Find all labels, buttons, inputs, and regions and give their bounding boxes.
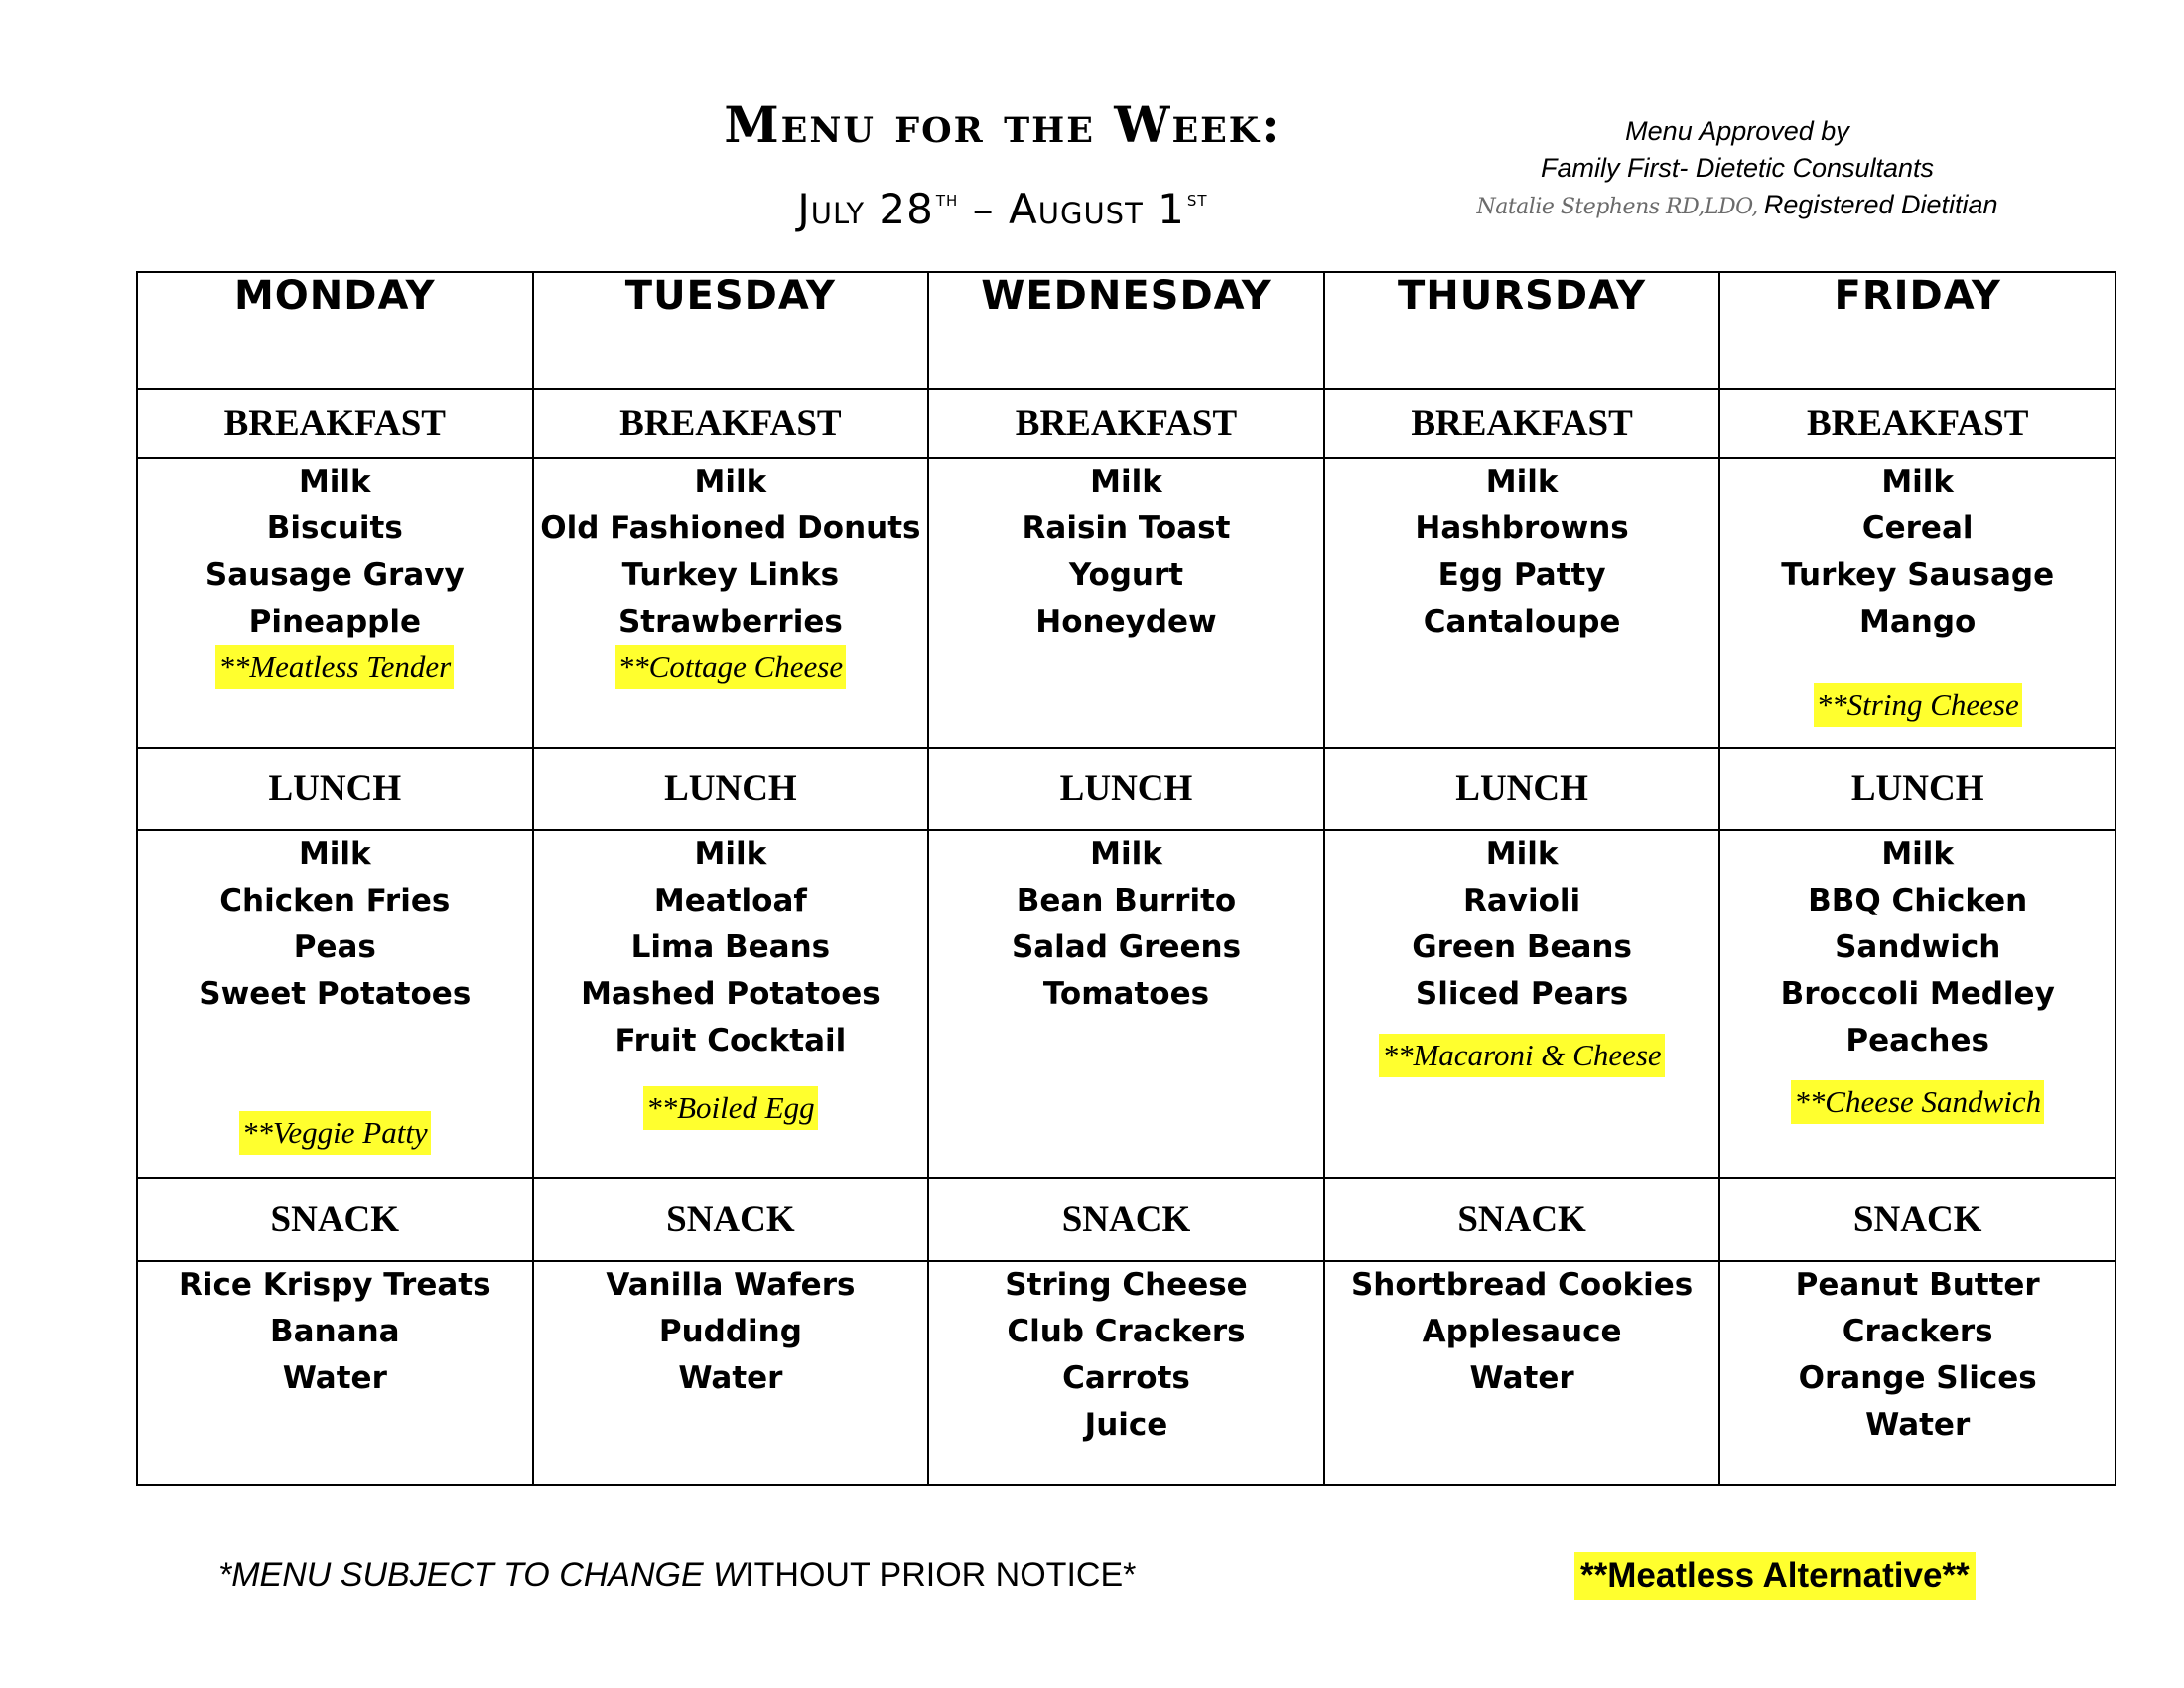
meal-header xyxy=(928,389,1324,458)
menu-item: Meatloaf xyxy=(653,883,807,918)
day-header-row xyxy=(137,272,2116,389)
meatless-alternative: **Veggie Patty xyxy=(239,1111,431,1155)
menu-item: Vanilla Wafers xyxy=(606,1267,856,1303)
end-date: August 1 xyxy=(1009,185,1185,233)
start-date: July 28 xyxy=(797,185,934,233)
approval-line-2: Family First- Dietetic Consultants xyxy=(1540,153,1935,183)
meal-label: BREAKFAST xyxy=(1411,403,1633,444)
menu-item: Milk xyxy=(1090,836,1162,872)
menu-item: Mango xyxy=(1859,604,1977,639)
meal-header xyxy=(1324,748,1720,830)
meal-header xyxy=(533,748,929,830)
day-header xyxy=(137,272,533,389)
menu-cell xyxy=(928,458,1324,748)
approval-line-1: Menu Approved by xyxy=(1625,116,1849,146)
menu-item: BBQ Chicken Sandwich xyxy=(1808,883,2028,965)
meal-label: SNACK xyxy=(270,1198,400,1240)
menu-item: Lima Beans xyxy=(630,929,831,965)
meal-label: LUNCH xyxy=(664,769,797,809)
meal-label: BREAKFAST xyxy=(1015,403,1238,444)
alternative-wrapper xyxy=(138,645,532,689)
meatless-legend: **Meatless Alternative** xyxy=(1574,1552,1976,1600)
menu-cell xyxy=(1324,1261,1720,1485)
menu-cell xyxy=(533,830,929,1178)
lunch-header-row xyxy=(137,748,2116,830)
menu-cell xyxy=(533,458,929,748)
menu-item: Cereal xyxy=(1861,510,1974,546)
week-dates xyxy=(556,185,1449,233)
menu-cell xyxy=(1719,830,2116,1178)
day-label: TUESDAY xyxy=(624,273,836,319)
alternative-wrapper xyxy=(1325,1034,1719,1077)
day-header xyxy=(928,272,1324,389)
menu-item: Shortbread Cookies xyxy=(1350,1267,1694,1303)
menu-item: Milk xyxy=(1881,464,1955,499)
meal-header xyxy=(137,748,533,830)
menu-item: Milk xyxy=(1090,464,1162,499)
menu-item: Sliced Pears xyxy=(1415,976,1629,1012)
menu-item: Pudding xyxy=(658,1314,802,1349)
meatless-alternative: **Meatless Tender xyxy=(215,645,454,689)
menu-cell xyxy=(1719,1261,2116,1485)
menu-item: Honeydew xyxy=(1035,604,1217,639)
menu-item: Turkey Links xyxy=(621,557,840,593)
menu-item: Chicken Fries xyxy=(219,883,451,918)
page-title: Menu for the Week: xyxy=(724,95,1282,154)
disclaimer-rest: ITHOUT PRIOR NOTICE* xyxy=(745,1556,1137,1594)
alternative-wrapper xyxy=(1720,1080,2115,1124)
menu-item: Milk xyxy=(1485,464,1559,499)
menu-cell xyxy=(1324,458,1720,748)
breakfast-items-row xyxy=(137,458,2116,748)
lunch-items-row xyxy=(137,830,2116,1178)
approval-line-3 xyxy=(1449,187,2025,225)
menu-item: Bean Burrito xyxy=(1016,883,1237,918)
menu-item: Milk xyxy=(1881,836,1955,872)
menu-item: Strawberries xyxy=(617,604,843,639)
menu-item: Sausage Gravy xyxy=(205,557,465,593)
menu-item: Cantaloupe xyxy=(1423,604,1621,639)
end-date-suffix: st xyxy=(1186,187,1208,211)
menu-item: Fruit Cocktail xyxy=(614,1023,847,1058)
menu-item: Juice xyxy=(1084,1407,1168,1443)
menu-item: String Cheese xyxy=(1005,1267,1248,1303)
menu-item: Milk xyxy=(694,836,767,872)
menu-item: Ravioli xyxy=(1462,883,1581,918)
day-label: FRIDAY xyxy=(1834,273,2001,319)
menu-item: Crackers xyxy=(1842,1314,1993,1349)
menu-item: Salad Greens xyxy=(1011,929,1242,965)
approval-block xyxy=(1449,113,2025,225)
meal-label: LUNCH xyxy=(1455,769,1588,809)
menu-item: Raisin Toast xyxy=(1022,510,1231,546)
date-separator: – xyxy=(958,185,1010,233)
menu-item: Tomatoes xyxy=(1042,976,1210,1012)
menu-cell xyxy=(1324,830,1720,1178)
change-disclaimer xyxy=(218,1556,1136,1595)
menu-item: Egg Patty xyxy=(1437,557,1606,593)
menu-item: Water xyxy=(1469,1360,1574,1396)
snack-items-row xyxy=(137,1261,2116,1485)
meatless-alternative: **String Cheese xyxy=(1814,683,2022,727)
menu-item: Water xyxy=(678,1360,783,1396)
menu-item: Peanut Butter xyxy=(1795,1267,2040,1303)
meal-label: SNACK xyxy=(1457,1198,1586,1240)
meatless-alternative: **Macaroni & Cheese xyxy=(1379,1034,1664,1077)
meatless-alternative: **Cheese Sandwich xyxy=(1791,1080,2044,1124)
menu-item: Banana xyxy=(270,1314,400,1349)
menu-item: Orange Slices xyxy=(1798,1360,2037,1396)
menu-item: Milk xyxy=(694,464,767,499)
weekly-menu-table xyxy=(136,271,2116,1486)
meal-header xyxy=(928,748,1324,830)
menu-item: Milk xyxy=(298,836,371,872)
menu-item: Old Fashioned Donuts xyxy=(540,510,921,546)
menu-cell xyxy=(1719,458,2116,748)
menu-cell xyxy=(137,458,533,748)
meal-header xyxy=(137,1178,533,1261)
meal-label: SNACK xyxy=(666,1198,795,1240)
menu-item: Green Beans xyxy=(1412,929,1632,965)
menu-item: Hashbrowns xyxy=(1415,510,1629,546)
meal-header xyxy=(1719,389,2116,458)
menu-item: Mashed Potatoes xyxy=(581,976,881,1012)
meal-label: SNACK xyxy=(1852,1198,1982,1240)
meal-label: SNACK xyxy=(1061,1198,1191,1240)
menu-cell xyxy=(533,1261,929,1485)
menu-item: Peaches xyxy=(1845,1023,1989,1058)
menu-item: Pineapple xyxy=(248,604,421,639)
menu-item: Broccoli Medley xyxy=(1780,976,2055,1012)
meatless-alternative: **Boiled Egg xyxy=(643,1086,818,1130)
dietitian-signature: Natalie Stephens RD,LDO, xyxy=(1476,195,1758,219)
day-header xyxy=(533,272,929,389)
meal-label: BREAKFAST xyxy=(223,403,446,444)
day-header xyxy=(1324,272,1720,389)
meal-header xyxy=(928,1178,1324,1261)
meatless-alternative: **Cottage Cheese xyxy=(615,645,846,689)
menu-cell xyxy=(928,830,1324,1178)
alternative-wrapper xyxy=(138,1111,532,1155)
menu-item: Yogurt xyxy=(1068,557,1184,593)
day-label: THURSDAY xyxy=(1398,273,1647,319)
menu-item: Carrots xyxy=(1062,1360,1190,1396)
menu-item: Water xyxy=(282,1360,387,1396)
snack-header-row xyxy=(137,1178,2116,1261)
meal-label: BREAKFAST xyxy=(619,403,842,444)
meal-label: LUNCH xyxy=(1850,769,1984,809)
meal-header xyxy=(533,389,929,458)
meal-header xyxy=(1324,1178,1720,1261)
menu-item: Applesauce xyxy=(1422,1314,1622,1349)
menu-item: Water xyxy=(1865,1407,1971,1443)
disclaimer-italic: *MENU SUBJECT TO CHANGE W xyxy=(218,1556,746,1594)
menu-item: Turkey Sausage xyxy=(1781,557,2055,593)
menu-item: Milk xyxy=(1485,836,1559,872)
alternative-wrapper xyxy=(534,645,928,689)
day-header xyxy=(1719,272,2116,389)
alternative-wrapper xyxy=(534,1086,928,1130)
meal-label: BREAKFAST xyxy=(1806,403,2029,444)
meal-header xyxy=(533,1178,929,1261)
day-label: MONDAY xyxy=(234,273,436,319)
alternative-wrapper xyxy=(1720,683,2115,727)
meal-label: LUNCH xyxy=(268,769,402,809)
meal-header xyxy=(1719,1178,2116,1261)
menu-cell xyxy=(928,1261,1324,1485)
menu-item: Club Crackers xyxy=(1007,1314,1246,1349)
meal-header xyxy=(1719,748,2116,830)
menu-cell xyxy=(137,830,533,1178)
menu-item: Peas xyxy=(293,929,376,965)
menu-item: Milk xyxy=(298,464,371,499)
meal-header xyxy=(1324,389,1720,458)
day-label: WEDNESDAY xyxy=(981,273,1272,319)
menu-item: Rice Krispy Treats xyxy=(179,1267,491,1303)
meal-label: LUNCH xyxy=(1059,769,1193,809)
menu-item: Sweet Potatoes xyxy=(199,976,472,1012)
start-date-suffix: th xyxy=(935,187,959,211)
menu-cell xyxy=(137,1261,533,1485)
menu-item: Biscuits xyxy=(266,510,403,546)
breakfast-header-row xyxy=(137,389,2116,458)
dietitian-role: Registered Dietitian xyxy=(1763,190,1998,219)
meal-header xyxy=(137,389,533,458)
